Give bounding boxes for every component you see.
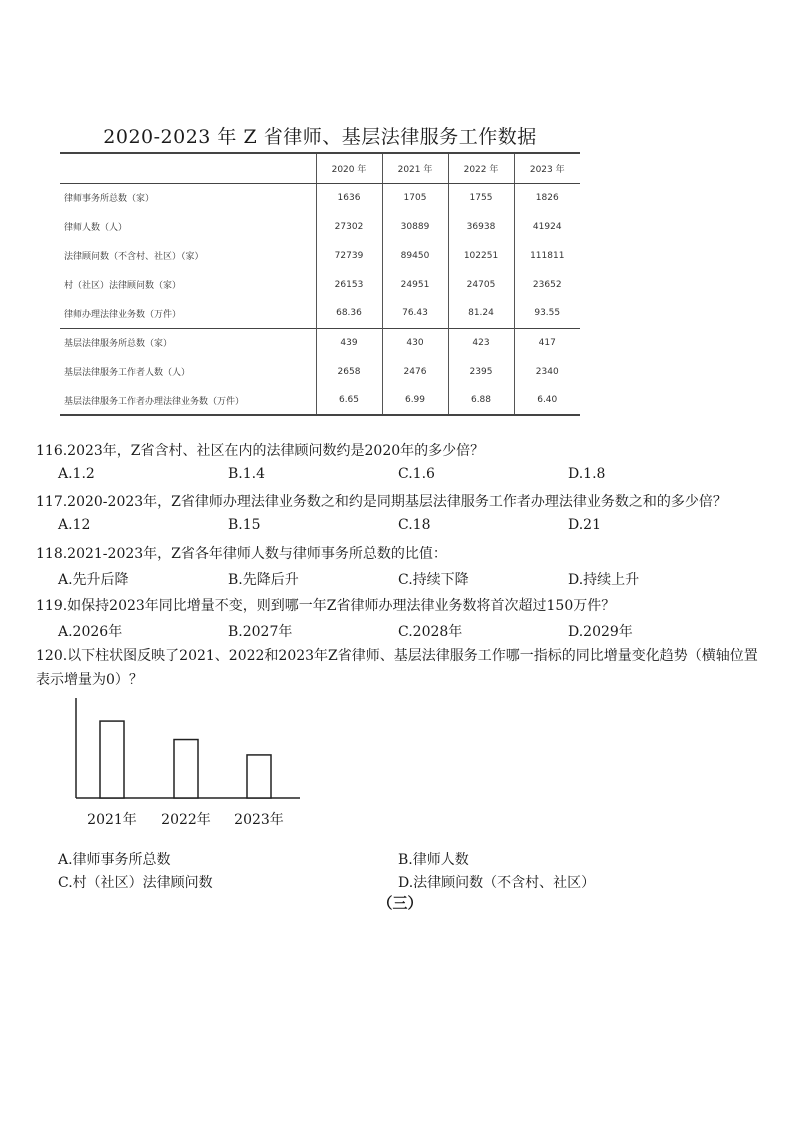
table-cell: 24951 xyxy=(382,270,448,299)
row-label: 律师事务所总数（家） xyxy=(64,194,155,205)
table-cell: 2476 xyxy=(382,357,448,386)
q118-option-b[interactable]: B.先降后升 xyxy=(228,572,299,588)
table-header-row xyxy=(60,153,580,183)
growth-bar-chart xyxy=(60,690,320,840)
table-cell: 2395 xyxy=(448,357,514,386)
data-table xyxy=(60,152,580,416)
table-row xyxy=(60,183,580,212)
row-label: 律师人数（人） xyxy=(64,223,128,233)
table-cell: 430 xyxy=(382,328,448,357)
table-cell: 1755 xyxy=(448,183,514,212)
q117-option-c[interactable]: C.18 xyxy=(398,517,431,533)
table-row xyxy=(60,357,580,386)
table-cell: 41924 xyxy=(514,212,580,241)
q119-option-d[interactable]: D.2029年 xyxy=(568,624,633,640)
row-label: 律师办理法律业务数（万件） xyxy=(64,309,182,320)
question-118-stem: 118.2021-2023年，Z省各年律师人数与律师事务所总数的比值： xyxy=(36,546,447,562)
table-cell: 30889 xyxy=(382,212,448,241)
row-label: 基层法律服务工作者人数（人） xyxy=(64,368,191,378)
q116-option-a[interactable]: A.1.2 xyxy=(58,466,95,482)
header-cell: 2022 年 xyxy=(448,153,514,183)
table-cell: 1636 xyxy=(316,183,382,212)
table-cell: 6.99 xyxy=(382,386,448,415)
q119-option-a[interactable]: A.2026年 xyxy=(58,624,123,640)
q116-option-c[interactable]: C.1.6 xyxy=(398,466,435,482)
table-cell: 439 xyxy=(316,328,382,357)
q117-option-a[interactable]: A.12 xyxy=(58,517,91,533)
q117-option-d[interactable]: D.21 xyxy=(568,517,601,533)
question-117-stem: 117.2020-2023年，Z省律师办理法律业务数之和约是同期基层法律服务工作者办理法律业务数之和的多少倍？ xyxy=(36,494,727,510)
table-cell: 68.36 xyxy=(316,299,382,328)
x-tick-label: 2022年 xyxy=(161,812,211,828)
table-cell: 81.24 xyxy=(448,299,514,328)
q118-option-c[interactable]: C.持续下降 xyxy=(398,572,469,588)
q120-option-b[interactable]: B.律师人数 xyxy=(398,852,469,868)
header-cell: 2023 年 xyxy=(514,153,580,183)
q117-option-b[interactable]: B.15 xyxy=(228,517,261,533)
table-row xyxy=(60,270,580,299)
row-label: 基层法律服务所总数（家） xyxy=(60,328,316,357)
table-row xyxy=(60,299,580,328)
q118-option-a[interactable]: A.先升后降 xyxy=(58,572,129,588)
table-cell: 89450 xyxy=(382,241,448,270)
question-120-stem: 120.以下柱状图反映了2021、2022和2023年Z省律师、基层法律服务工作哪一指标的同比增量变化趋势（横轴位置表示增量为0）？ xyxy=(36,648,758,688)
table-row xyxy=(60,386,580,415)
row-label: 村（社区）法律顾问数（家） xyxy=(64,281,182,291)
table-cell: 36938 xyxy=(448,212,514,241)
table-title: 2020-2023 年 Z 省律师、基层法律服务工作数据 xyxy=(103,126,537,148)
table-cell: 2658 xyxy=(316,357,382,386)
table-cell: 93.55 xyxy=(514,299,580,328)
q120-option-c[interactable]: C.村（社区）法律顾问数 xyxy=(58,875,213,891)
table-row xyxy=(60,328,580,357)
header-cell: 2021 年 xyxy=(382,153,448,183)
q120-option-a[interactable]: A.律师事务所总数 xyxy=(58,852,171,868)
row-label: 法律顾问数（不含村、社区）（家） xyxy=(64,252,204,262)
table-cell: 111811 xyxy=(514,241,580,270)
header-cell xyxy=(60,153,316,183)
table-cell: 26153 xyxy=(316,270,382,299)
table-cell: 76.43 xyxy=(382,299,448,328)
table-cell: 6.88 xyxy=(448,386,514,415)
section-marker: （三） xyxy=(377,894,423,912)
table-row xyxy=(60,241,580,270)
q118-option-d[interactable]: D.持续上升 xyxy=(568,572,640,588)
q116-option-d[interactable]: D.1.8 xyxy=(568,466,606,482)
question-116-stem: 116.2023年，Z省含村、社区在内的法律顾问数约是2020年的多少倍？ xyxy=(36,443,485,459)
q119-option-c[interactable]: C.2028年 xyxy=(398,624,463,640)
x-tick-label: 2021年 xyxy=(87,812,137,828)
bar-2021年 xyxy=(100,721,124,798)
table-cell: 423 xyxy=(448,328,514,357)
x-tick-label: 2023年 xyxy=(234,812,284,828)
table-cell: 6.65 xyxy=(316,386,382,415)
q119-option-b[interactable]: B.2027年 xyxy=(228,624,293,640)
table-cell: 27302 xyxy=(316,212,382,241)
q120-option-d[interactable]: D.法律顾问数（不含村、社区） xyxy=(398,875,596,891)
table-cell: 1705 xyxy=(382,183,448,212)
table-cell: 2340 xyxy=(514,357,580,386)
table-cell: 1826 xyxy=(514,183,580,212)
table-cell: 417 xyxy=(514,328,580,357)
table-cell: 6.40 xyxy=(514,386,580,415)
q116-option-b[interactable]: B.1.4 xyxy=(228,466,266,482)
table-cell: 72739 xyxy=(316,241,382,270)
table-row xyxy=(60,212,580,241)
question-119-stem: 119.如保持2023年同比增量不变，则到哪一年Z省律师办理法律业务数将首次超过150万件？ xyxy=(36,598,616,614)
bar-2022年 xyxy=(174,740,198,798)
table-cell: 23652 xyxy=(514,270,580,299)
bar-2023年 xyxy=(247,755,271,798)
row-label: 基层法律服务工作者办理法律业务数（万件） xyxy=(60,386,316,415)
header-cell: 2020 年 xyxy=(316,153,382,183)
table-cell: 102251 xyxy=(448,241,514,270)
table-cell: 24705 xyxy=(448,270,514,299)
